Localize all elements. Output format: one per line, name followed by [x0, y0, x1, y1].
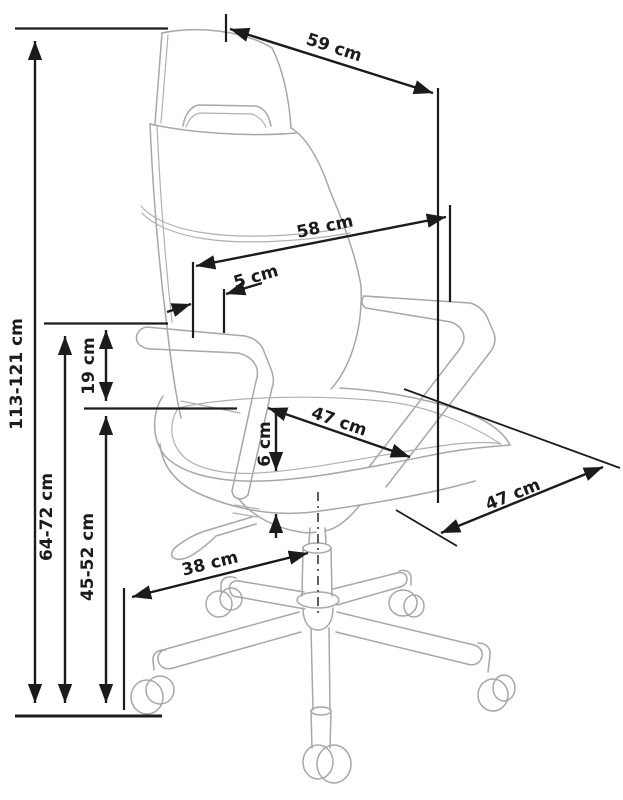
- extension-line-47w-back: [404, 389, 620, 468]
- dim-label-seat-width: 47 cm: [482, 474, 544, 516]
- dim-label-backrest-top-width: 59 cm: [303, 29, 365, 67]
- dim-label-headrest-offset: 5 cm: [231, 261, 281, 293]
- head-pillow: [183, 105, 271, 127]
- dim-label-total-height: 113-121 cm: [7, 318, 27, 430]
- tilt-lever: [172, 505, 259, 559]
- casters: [131, 570, 515, 783]
- dim-label-base-width: 38 cm: [179, 547, 241, 581]
- caster-front: [303, 707, 351, 783]
- base-legs: [158, 572, 482, 710]
- dimension-annotations: [15, 14, 620, 716]
- caster-right: [478, 643, 515, 711]
- dim-label-seat-height: 45-52 cm: [78, 512, 98, 602]
- dim-label-armrest-to-seat: 19 cm: [79, 337, 99, 395]
- dim-label-backrest-width: 58 cm: [294, 211, 356, 243]
- dim-label-seat-thickness: 6 cm: [255, 421, 275, 467]
- dim-label-seat-depth: 47 cm: [308, 403, 370, 441]
- extension-line-47w-front: [396, 510, 457, 546]
- dim-label-armrest-height: 64-72 cm: [37, 472, 57, 562]
- caster-left: [131, 650, 174, 714]
